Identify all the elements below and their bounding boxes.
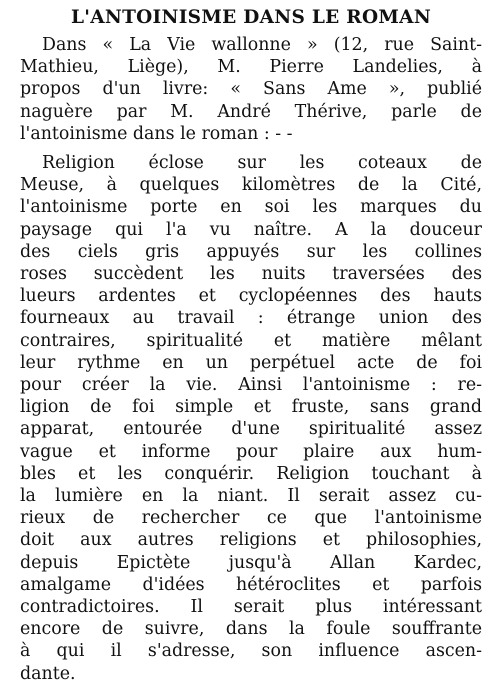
text-line: depuis Epictète jusqu'à Allan Kardec, <box>20 552 482 573</box>
text-line: Religion éclose sur les coteaux de <box>42 153 482 174</box>
article-paragraph-body <box>20 152 482 685</box>
text-line: lueurs ardentes et cyclopéennes des hauts <box>20 286 482 307</box>
text-line: amalgame d'idées hétéroclites et parfois <box>20 574 482 595</box>
text-line: des ciels gris appuyés sur les collines <box>20 241 482 262</box>
text-line: leur rythme en un perpétuel acte de foi <box>20 352 482 373</box>
text-line: Dans « La Vie wallonne » (12, rue Saint- <box>42 35 482 55</box>
text-line: propos d'un livre: « Sans Ame », publié <box>20 79 482 100</box>
text-line: à qui il s'adresse, son influence ascen- <box>20 641 482 662</box>
text-line: dante. <box>20 663 76 684</box>
text-line: naguère par M. André Thérive, parle de <box>20 101 482 122</box>
text-line: contraires, spiritualité et matière mêlant <box>20 330 482 351</box>
text-line: bles et les conquérir. Religion touchant à <box>20 463 482 484</box>
text-line: vague et informe pour plaire aux hum- <box>20 441 482 462</box>
text-line: fourneaux au travail : étrange union des <box>20 308 482 329</box>
article-headline: L'ANTOINISME DANS LE ROMAN <box>70 7 432 28</box>
text-line: pour créer la vie. Ainsi l'antoinisme : re- <box>20 375 482 396</box>
text-line: Meuse, à quelques kilomètres de la Cité, <box>20 175 482 196</box>
text-line: la lumière en la niant. Il serait assez cu- <box>20 486 482 507</box>
text-line: paysage qui l'a vu naître. A la douceur <box>20 219 482 240</box>
text-line: rieux de rechercher ce que l'antoinisme <box>20 508 482 529</box>
text-line: apparat, entourée d'une spiritualité assez <box>20 419 482 440</box>
text-line: l'antoinisme porte en soi les marques du <box>20 197 482 218</box>
text-line: doit aux autres religions et philosophies, <box>20 530 482 551</box>
text-line: roses succèdent les nuits traversées des <box>20 264 482 285</box>
text-line: encore de suivre, dans la foule souffrante <box>20 619 482 640</box>
text-line: contradictoires. Il serait plus intéressant <box>20 597 482 618</box>
article-paragraph-intro <box>20 34 482 145</box>
text-line: ligion de foi simple et fruste, sans grand <box>20 397 482 418</box>
text-line: Mathieu, Liège), M. Pierre Landelies, à <box>20 57 482 78</box>
text-line: l'antoinisme dans le roman : - - <box>20 123 293 144</box>
